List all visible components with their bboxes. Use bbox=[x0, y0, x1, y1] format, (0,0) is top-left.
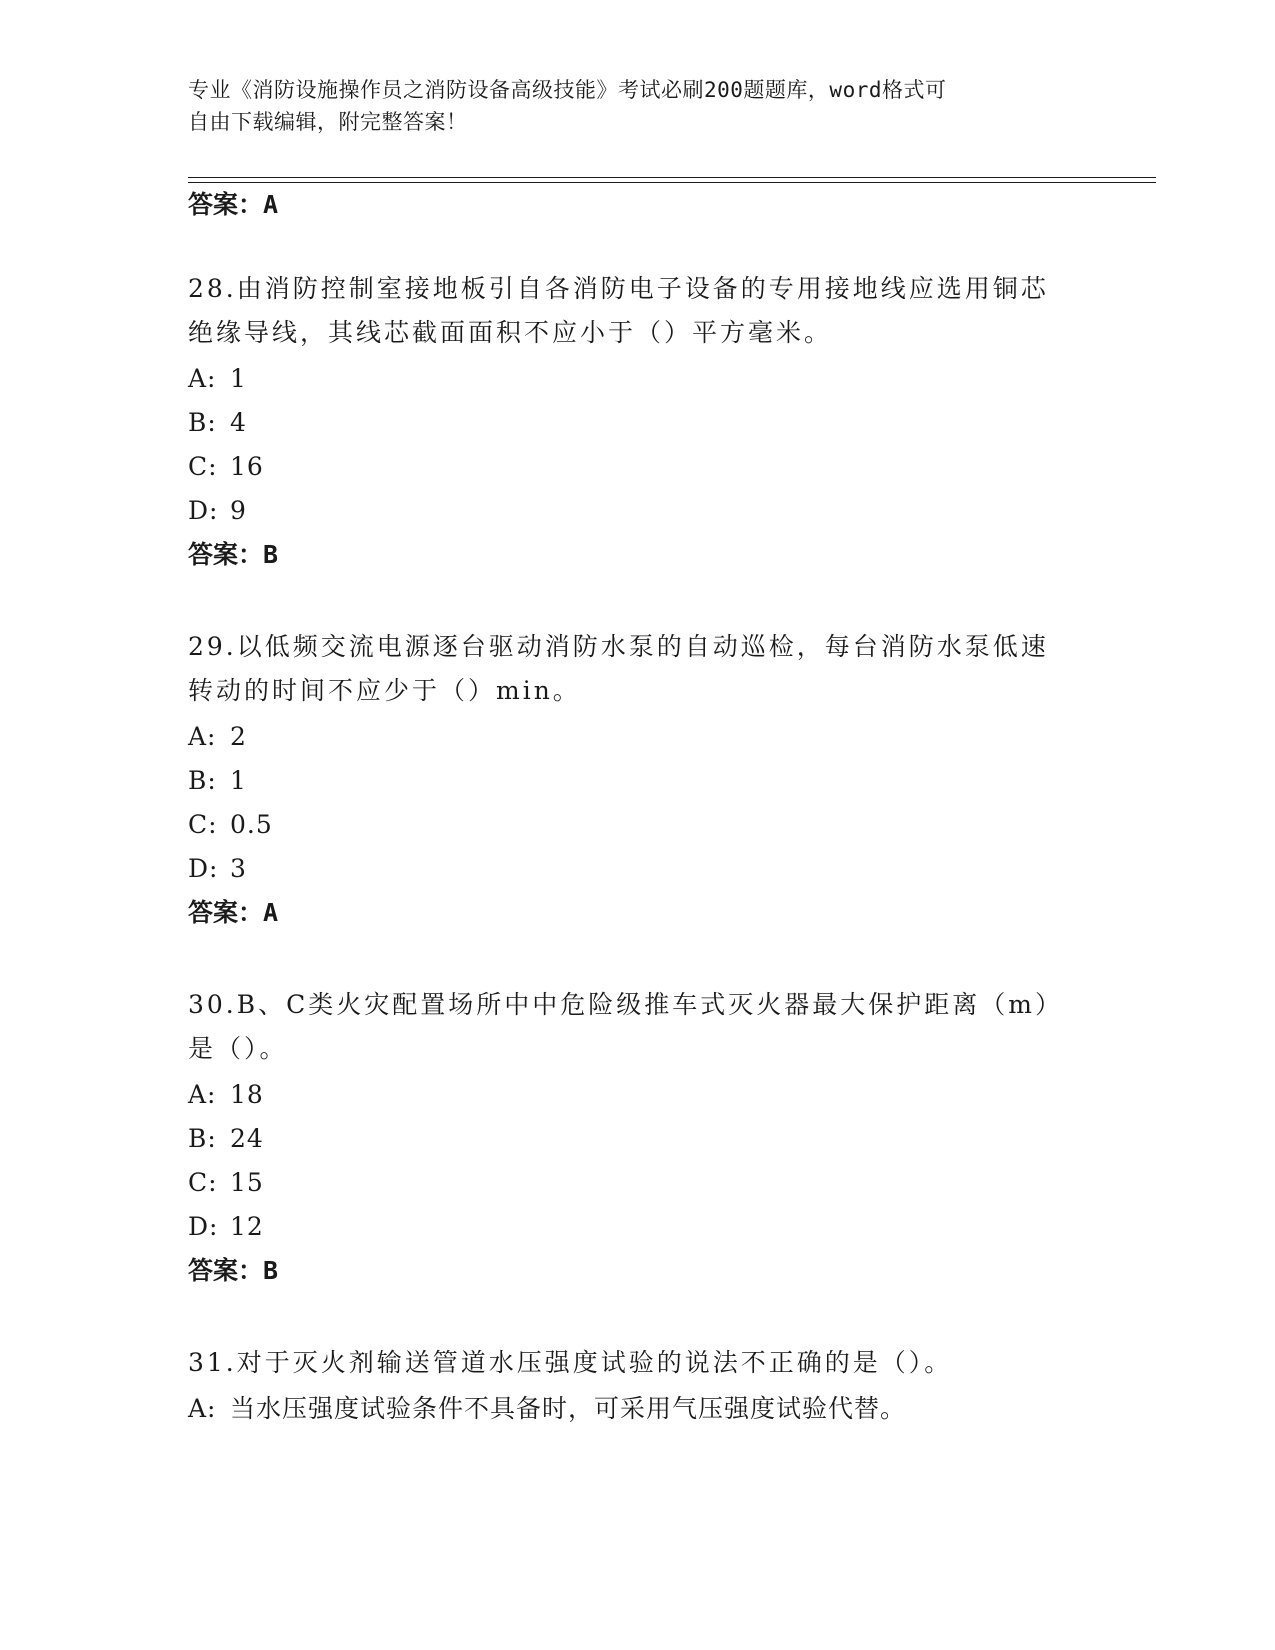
question-28-option-d bbox=[188, 496, 247, 526]
question-28-option-c bbox=[188, 452, 264, 482]
option-letter: A: bbox=[188, 1080, 217, 1109]
question-29-option-a bbox=[188, 722, 247, 752]
question-28-line-2: 绝缘导线，其线芯截面面积不应小于（）平方毫米。 bbox=[188, 318, 833, 347]
option-text: 16 bbox=[230, 452, 264, 481]
question-31-line-1: 31.对于灭火剂输送管道水压强度试验的说法不正确的是（）。 bbox=[188, 1348, 953, 1377]
option-letter: D: bbox=[188, 496, 219, 525]
question-30-option-a bbox=[188, 1080, 264, 1110]
option-text: 1 bbox=[230, 766, 247, 795]
option-letter: D: bbox=[188, 1212, 219, 1241]
option-text: 18 bbox=[230, 1080, 264, 1109]
option-text: 当水压强度试验条件不具备时，可采用气压强度试验代替。 bbox=[230, 1394, 907, 1423]
option-text: 3 bbox=[230, 854, 247, 883]
option-letter: B: bbox=[188, 1124, 217, 1153]
question-30-option-c bbox=[188, 1168, 264, 1198]
option-text: 2 bbox=[230, 722, 247, 751]
question-29-option-c bbox=[188, 810, 273, 840]
option-letter: C: bbox=[188, 452, 218, 481]
question-30-line-2: 是（）。 bbox=[188, 1034, 288, 1063]
header-divider-top bbox=[188, 177, 1156, 178]
option-text: 12 bbox=[230, 1212, 264, 1241]
question-29-answer: 答案：A bbox=[188, 898, 279, 927]
question-30-option-b bbox=[188, 1124, 264, 1154]
header-line-1: 专业《消防设施操作员之消防设备高级技能》考试必刷200题题库，word格式可 bbox=[188, 78, 947, 102]
question-29-line-1: 29.以低频交流电源逐台驱动消防水泵的自动巡检，每台消防水泵低速 bbox=[188, 632, 1049, 661]
option-letter: A: bbox=[188, 364, 217, 393]
question-30-answer: 答案：B bbox=[188, 1256, 279, 1285]
question-28-option-b bbox=[188, 408, 247, 438]
header-line-2: 自由下载编辑，附完整答案！ bbox=[188, 110, 468, 134]
option-text: 0.5 bbox=[230, 810, 273, 839]
question-29-line-2: 转动的时间不应少于（）min。 bbox=[188, 676, 581, 705]
option-text: 1 bbox=[230, 364, 247, 393]
option-letter: D: bbox=[188, 854, 219, 883]
option-text: 24 bbox=[230, 1124, 264, 1153]
question-30-option-d bbox=[188, 1212, 264, 1242]
option-letter: B: bbox=[188, 766, 217, 795]
question-29-option-d bbox=[188, 854, 247, 884]
previous-answer: 答案：A bbox=[188, 190, 279, 219]
question-31-option-a bbox=[188, 1394, 906, 1424]
option-letter: A: bbox=[188, 722, 217, 751]
option-text: 15 bbox=[230, 1168, 264, 1197]
question-28-option-a bbox=[188, 364, 247, 394]
question-29-option-b bbox=[188, 766, 247, 796]
option-letter: B: bbox=[188, 408, 217, 437]
question-28-answer: 答案：B bbox=[188, 540, 279, 569]
question-30-line-1: 30.B、C类火灾配置场所中中危险级推车式灭火器最大保护距离（m） bbox=[188, 990, 1063, 1019]
question-28-line-1: 28.由消防控制室接地板引自各消防电子设备的专用接地线应选用铜芯 bbox=[188, 274, 1049, 303]
option-letter: C: bbox=[188, 1168, 218, 1197]
header-divider-bottom bbox=[188, 182, 1156, 183]
option-letter: A: bbox=[188, 1394, 217, 1423]
option-text: 4 bbox=[230, 408, 247, 437]
page-header bbox=[188, 74, 1088, 138]
option-letter: C: bbox=[188, 810, 218, 839]
option-text: 9 bbox=[230, 496, 247, 525]
